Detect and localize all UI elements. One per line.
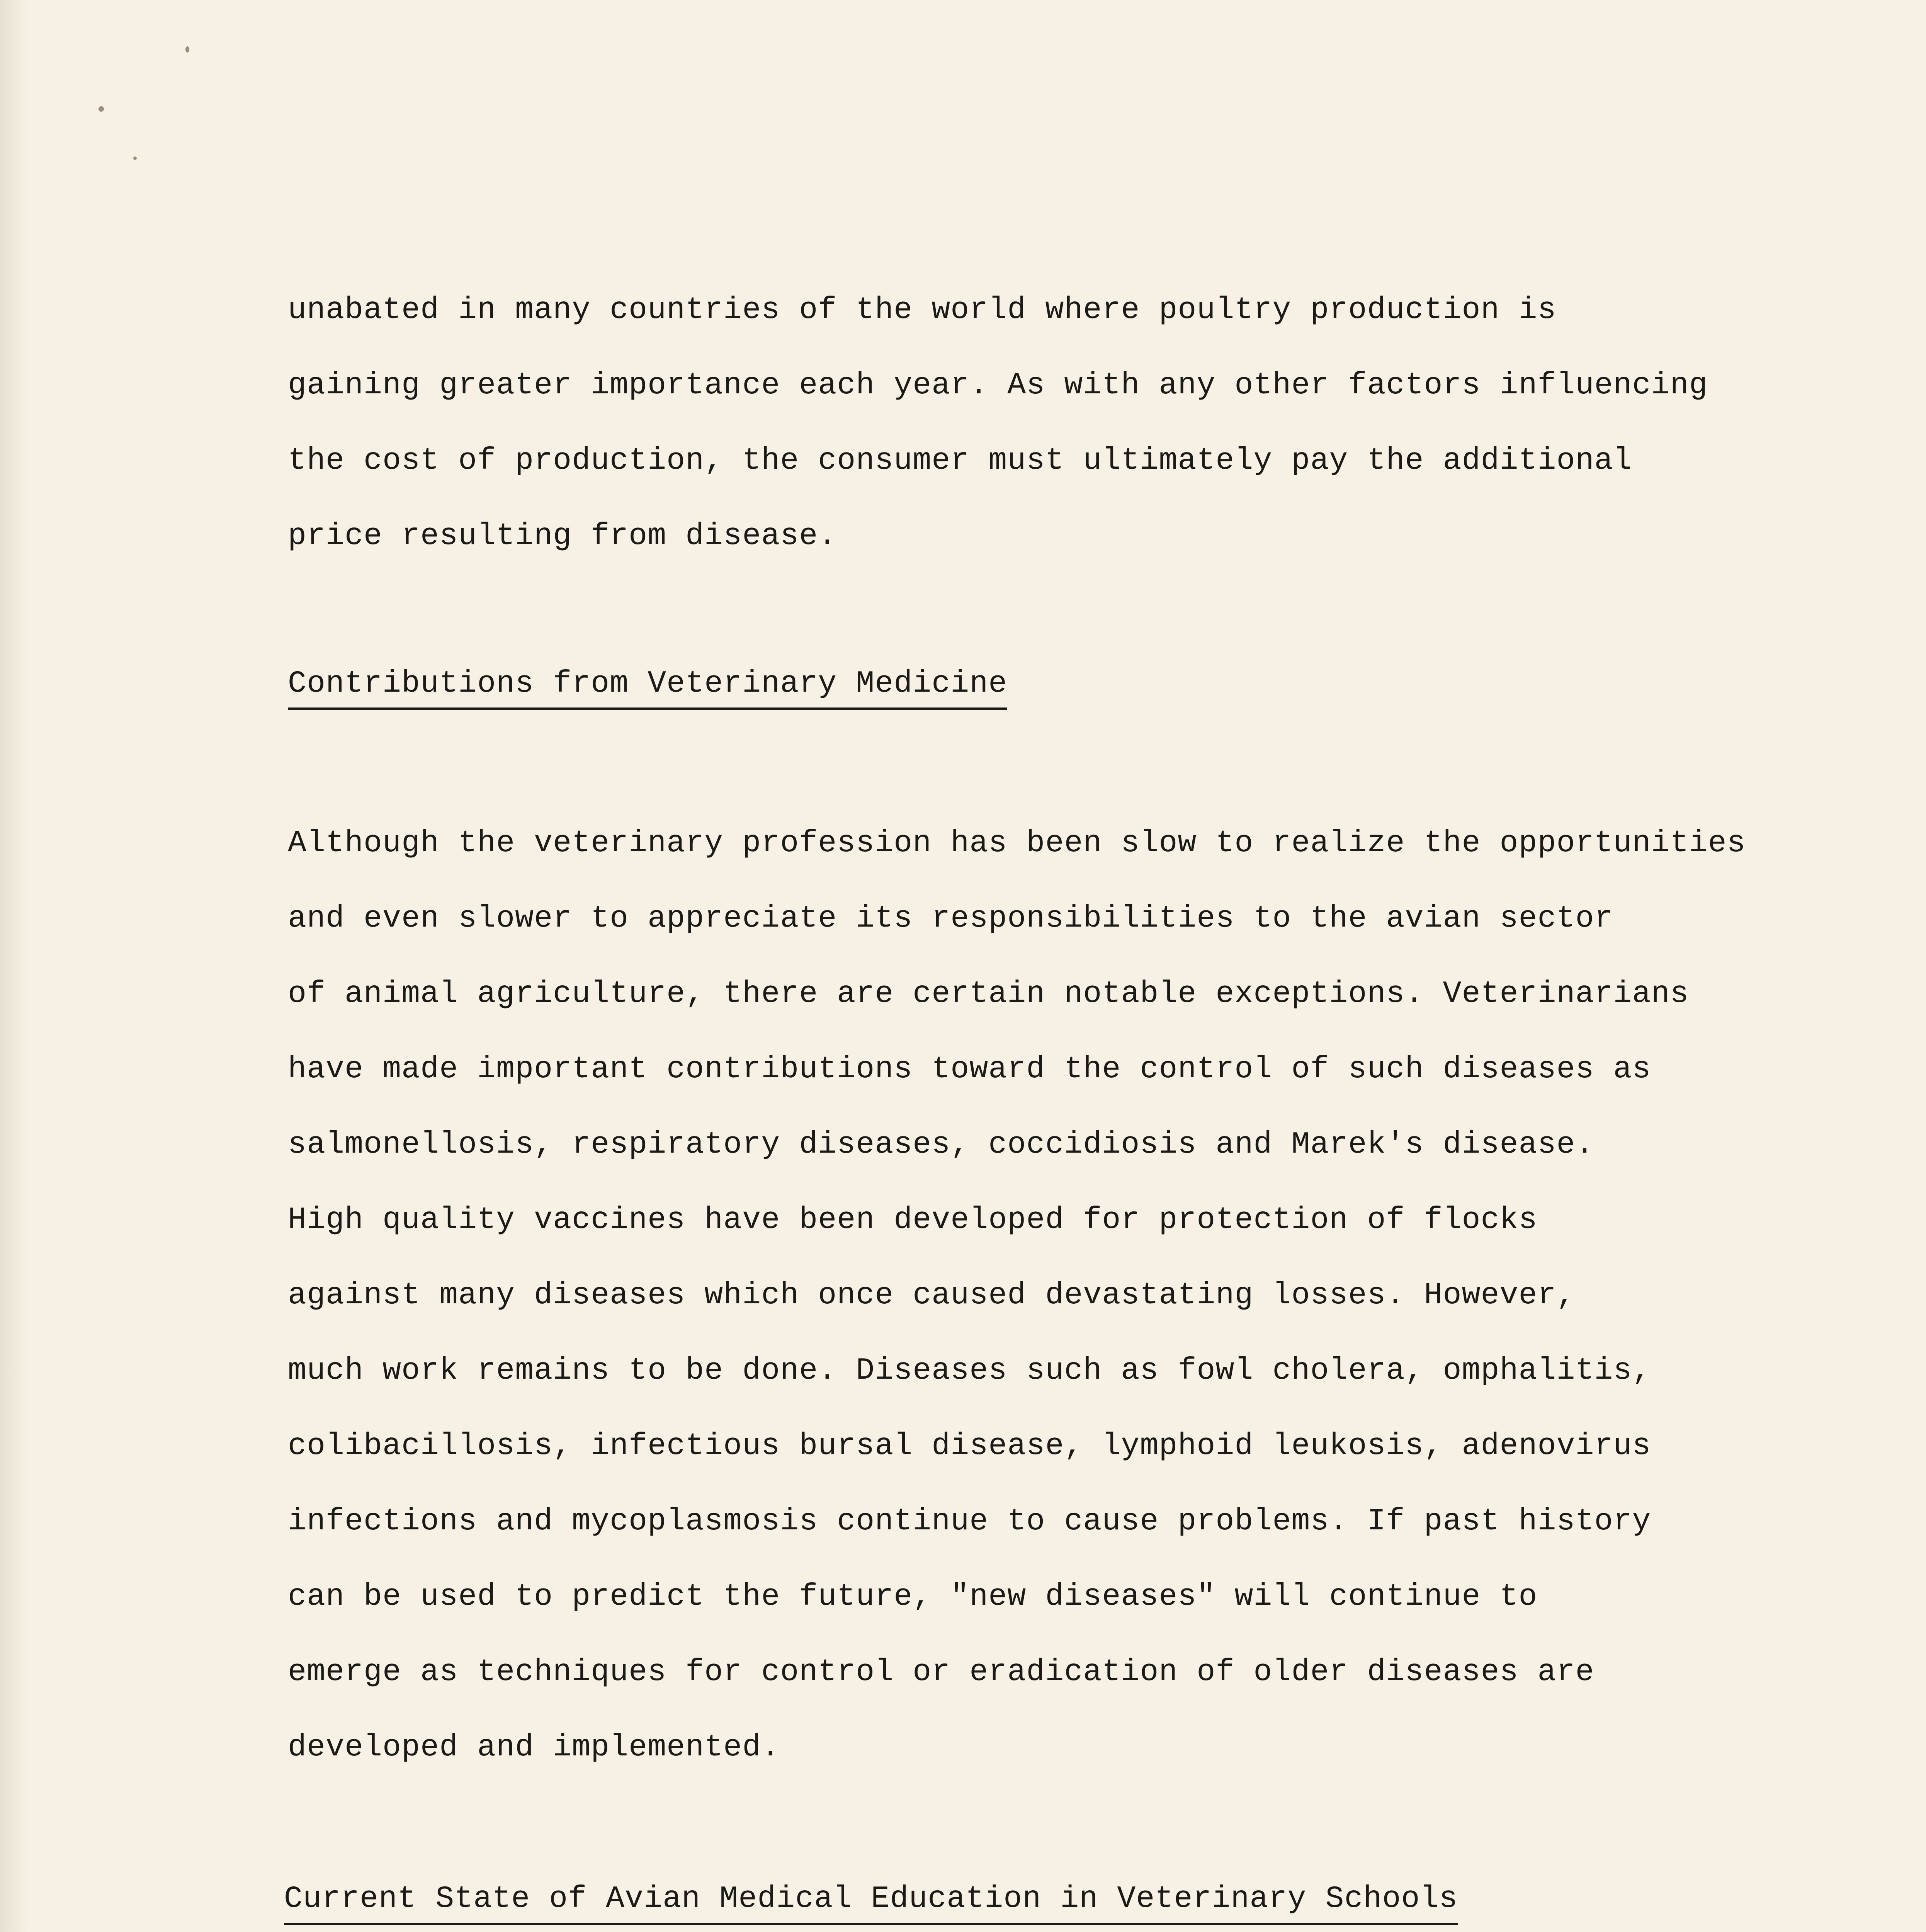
text-line: developed and implemented.	[288, 1730, 780, 1765]
text-line: against many diseases which once caused devastating losses. However,	[288, 1278, 1576, 1313]
paragraph-2	[288, 806, 1795, 1785]
text-line: infections and mycoplasmosis continue to cause problems. If past history	[288, 1504, 1651, 1539]
text-line: Although the veterinary profession has been slow to realize the opportunities	[288, 826, 1746, 861]
text-line: have made important contributions toward the control of such diseases as	[288, 1052, 1651, 1087]
paragraph-1	[288, 272, 1795, 574]
text-line: price resulting from disease.	[288, 519, 837, 554]
page-edge-shadow	[0, 0, 27, 1932]
paper-speck	[133, 156, 137, 160]
paper-speck	[99, 106, 104, 112]
text-line: of animal agriculture, there are certain notable exceptions. Veterinarians	[288, 976, 1689, 1012]
text-line: and even slower to appreciate its responsibilities to the avian sector	[288, 901, 1613, 936]
text-line: much work remains to be done. Diseases such as fowl cholera, omphalitis,	[288, 1353, 1651, 1388]
text-line: unabated in many countries of the world where poultry production is	[288, 293, 1557, 328]
text-line: can be used to predict the future, "new diseases" will continue to	[288, 1579, 1538, 1614]
section-heading-contributions: Contributions from Veterinary Medicine	[288, 663, 1007, 710]
text-line: colibacillosis, infectious bursal disease, lymphoid leukosis, adenovirus	[288, 1429, 1651, 1464]
text-line: salmonellosis, respiratory diseases, coccidiosis and Marek's disease.	[288, 1127, 1595, 1162]
paper-speck	[185, 46, 189, 53]
text-line: the cost of production, the consumer must ultimately pay the additional	[288, 443, 1632, 478]
text-line: emerge as techniques for control or eradication of older diseases are	[288, 1655, 1595, 1690]
text-line: High quality vaccines have been developed for protection of flocks	[288, 1202, 1538, 1238]
section-heading-avian-education: Current State of Avian Medical Education in Veterinary Schools	[284, 1878, 1458, 1925]
text-line: gaining greater importance each year. As with any other factors influencing	[288, 368, 1708, 403]
